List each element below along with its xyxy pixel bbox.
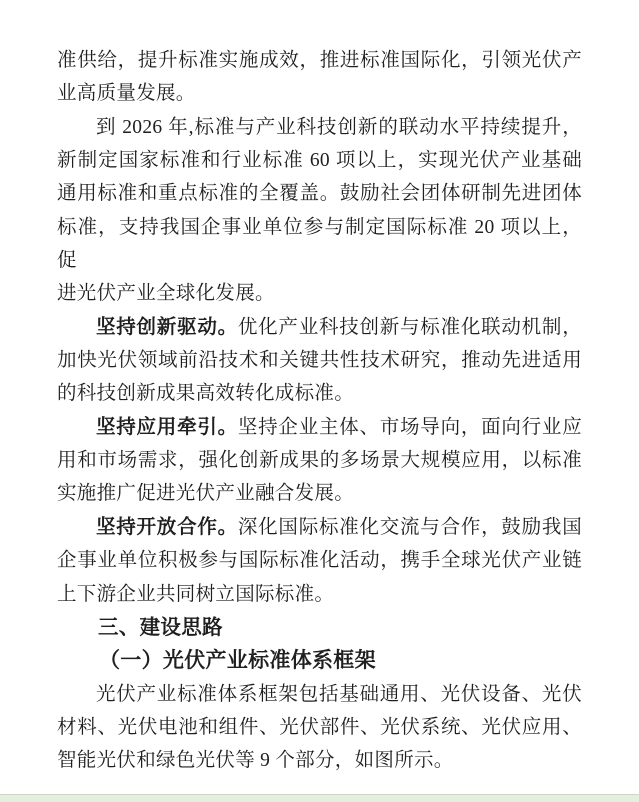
text-line: 标准，支持我国企事业单位参与制定国际标准 20 项以上，促 — [57, 216, 582, 272]
paragraph-text: 坚持企业主体、市场导向，面向行业应 — [237, 416, 582, 438]
text-line — [57, 411, 582, 444]
text-line: 智能光伏和绿色光伏等 9 个部分，如图所示。 — [57, 750, 454, 772]
text-line: 上下游企业共同树立国际标准。 — [57, 583, 335, 605]
document-body — [57, 44, 582, 778]
text-line: 光伏产业标准体系框架包括基础通用、光伏设备、光伏 — [96, 683, 582, 705]
text-line: 加快光伏领域前沿技术和关键共性技术研究，推动先进适用 — [57, 350, 582, 372]
text-line: 进光伏产业全球化发展。 — [57, 283, 275, 305]
text-line: 材料、光伏电池和组件、光伏部件、光伏系统、光伏应用、 — [57, 716, 582, 738]
text-line: 准供给，提升标准实施成效，推进标准国际化，引领光伏产 — [57, 50, 582, 71]
text-line: 通用标准和重点标准的全覆盖。鼓励社会团体研制先进团体 — [57, 183, 582, 205]
text-line: 用和市场需求，强化创新成果的多场景大规模应用，以标准 — [57, 450, 582, 472]
paragraph-lead-bold: 坚持应用牵引。 — [96, 416, 238, 438]
text-line: 业高质量发展。 — [57, 83, 196, 105]
paragraph-lead-bold: 坚持开放合作。 — [96, 516, 238, 538]
paragraph-text: 深化国际标准化交流与合作，鼓励我国 — [237, 516, 582, 538]
text-line: 到 2026 年,标准与产业科技创新的联动水平持续提升， — [96, 116, 582, 138]
text-line — [57, 511, 582, 544]
text-line: 的科技创新成果高效转化成标准。 — [57, 383, 355, 405]
subsection-heading: （一）光伏产业标准体系框架 — [99, 648, 376, 673]
section-heading: 三、建设思路 — [98, 615, 223, 639]
text-line: 新制定国家标准和行业标准 60 项以上，实现光伏产业基础 — [57, 150, 582, 172]
text-line — [57, 311, 582, 344]
bottom-edge-strip — [0, 794, 639, 802]
paragraph-lead-bold: 坚持创新驱动。 — [96, 316, 238, 338]
paragraph-text: 优化产业科技创新与标准化联动机制， — [237, 316, 582, 338]
text-line: 实施推广促进光伏产业融合发展。 — [57, 483, 355, 505]
text-line: 企事业单位积极参与国际标准化活动，携手全球光伏产业链 — [57, 550, 582, 572]
